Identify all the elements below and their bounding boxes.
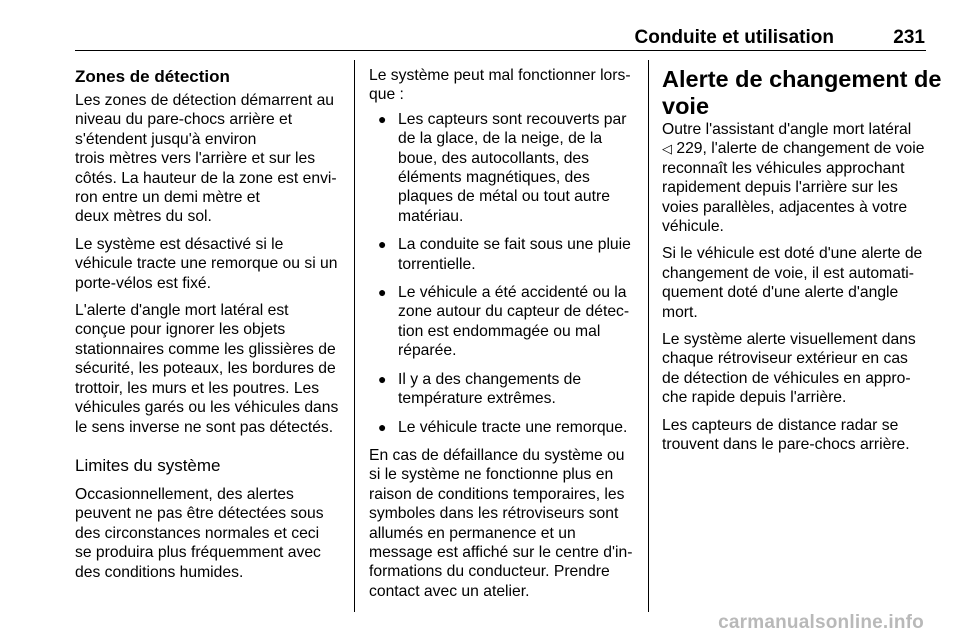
text-line: formations du conducteur. Prendre (369, 563, 610, 581)
text-line: voies parallèles, adjacentes à votre (662, 198, 908, 216)
text-line: plaques de métal ou tout autre (398, 188, 610, 206)
paragraph (369, 66, 641, 105)
column-1 (75, 66, 347, 590)
column-2 (369, 66, 641, 609)
text-line: trouvent dans le pare-chocs arrière. (662, 436, 910, 454)
text-line: que : (369, 86, 404, 104)
text-line: reconnaît les véhicules approchant (662, 159, 905, 177)
page-reference[interactable]: 229, l'alerte de changement de voie (672, 140, 925, 158)
text-line: Le système alerte visuellement dans (662, 331, 916, 349)
bullet-icon: ● (378, 418, 387, 435)
text-line: conçue pour ignorer les objets (75, 321, 286, 339)
list-item (369, 235, 641, 274)
text-line: Le système peut mal fonctionner lors- (369, 67, 631, 84)
text-line: éléments magnétiques, des (398, 169, 590, 187)
text-line: contact avec un atelier. (369, 582, 530, 600)
bullet-icon: ● (378, 284, 387, 301)
text-line: L'alerte d'angle mort latéral est (75, 302, 289, 320)
text-line: che rapide depuis l'arrière. (662, 389, 847, 407)
text-line: si le système ne fonctionne plus en (369, 466, 614, 484)
bullet-icon: ● (378, 110, 387, 127)
column-divider-1 (354, 60, 355, 612)
paragraph (75, 235, 347, 293)
text-line: raison de conditions temporaires, les (369, 485, 625, 503)
text-line: le sens inverse ne sont pas détectés. (75, 418, 334, 436)
text-line: sécurité, les poteaux, les bordures de (75, 360, 336, 378)
paragraph (75, 91, 347, 227)
text-line: changement de voie, il est automati- (662, 264, 915, 282)
text-line: réparée. (398, 342, 457, 360)
running-header-title: Conduite et utilisation (634, 27, 834, 48)
column-3 (662, 66, 942, 463)
text-line: zone autour du capteur de détec- (398, 303, 630, 321)
paragraph (662, 330, 934, 408)
bullet-list (369, 110, 641, 437)
page-number: 231 (893, 27, 925, 48)
text-line: rapidement depuis l'arrière sur les (662, 179, 898, 197)
section-heading-lane-change-alert (662, 66, 942, 120)
text-line: message est affiché sur le centre d'in- (369, 543, 633, 561)
text-line: En cas de défaillance du système ou (369, 446, 625, 464)
text-line: s'étendent jusqu'à environ (75, 130, 257, 148)
section-heading-system-limits: Limites du système (75, 455, 221, 475)
text-line: Les capteurs sont recouverts par (398, 110, 627, 128)
text-line: porte-vélos est fixé. (75, 274, 212, 292)
text-line: mort. (662, 303, 698, 321)
list-item (369, 370, 641, 409)
text-line: de la glace, de la neige, de la (398, 130, 603, 148)
triangle-right-icon[interactable]: ◁ (662, 141, 672, 157)
paragraph (662, 120, 934, 236)
list-item (369, 110, 641, 226)
text-line: Les zones de détection démarrent au (75, 92, 335, 109)
text-line: chaque rétroviseur extérieur en cas (662, 350, 908, 368)
text-line: peuvent ne pas être détectées sous (75, 505, 324, 523)
text-line: Le véhicule tracte une remorque. (398, 418, 628, 436)
header-rule (75, 50, 926, 51)
text-line: véhicules garés ou les véhicules dans (75, 399, 339, 417)
text-line: Occasionnellement, des alertes (75, 485, 294, 503)
text-line: trois mètres vers l'arrière et sur les (75, 150, 316, 168)
text-line: deux mètres du sol. (75, 208, 212, 226)
text-line: de détection de véhicules en appro- (662, 369, 911, 387)
bullet-icon: ● (378, 370, 387, 387)
bullet-icon: ● (378, 236, 387, 253)
text-line: côtés. La hauteur de la zone est envi- (75, 169, 337, 187)
text-line: trottoir, les murs et les poutres. Les (75, 379, 320, 397)
list-item (369, 283, 641, 361)
text-line: ron entre un demi mètre et (75, 189, 260, 207)
text-line: des circonstances normales et ceci (75, 524, 320, 542)
text-line: La conduite se fait sous une pluie (398, 236, 631, 254)
text-line: Outre l'assistant d'angle mort latéral (662, 121, 912, 138)
heading-line: Alerte de changement de (662, 66, 942, 92)
text-line: se produira plus fréquemment avec (75, 544, 321, 562)
text-line: boue, des autocollants, des (398, 149, 589, 167)
section-heading-detection-zones: Zones de détection (75, 67, 230, 86)
text-line: température extrêmes. (398, 390, 556, 408)
text-line: matériau. (398, 207, 464, 225)
text-line: symboles dans les rétroviseurs sont (369, 505, 619, 523)
text-line: allumés en permanence et un (369, 524, 576, 542)
paragraph (369, 446, 641, 601)
text-line: Le véhicule a été accidenté ou la (398, 284, 627, 302)
heading-line: voie (662, 93, 710, 119)
text-line: niveau du pare-chocs arrière et (75, 111, 293, 129)
text-line: véhicule tracte une remorque ou si un (75, 255, 338, 273)
column-divider-2 (648, 60, 649, 612)
list-item (369, 418, 641, 437)
text-line: Il y a des changements de (398, 370, 582, 388)
text-line: stationnaires comme les glissières de (75, 340, 336, 358)
text-line: Le système est désactivé si le (75, 235, 284, 253)
text-line: quement doté d'une alerte d'angle (662, 284, 899, 302)
paragraph (75, 485, 347, 582)
text-line: Si le véhicule est doté d'une alerte de (662, 245, 923, 263)
paragraph (662, 416, 934, 455)
text-line (662, 139, 934, 158)
paragraph (662, 244, 934, 322)
text-line: véhicule. (662, 218, 724, 236)
watermark[interactable]: carmanualsonline.info (718, 612, 924, 633)
text-line: torrentielle. (398, 255, 476, 273)
text-line: des conditions humides. (75, 563, 244, 581)
text-line: tion est endommagée ou mal (398, 322, 601, 340)
paragraph (75, 301, 347, 437)
text-line: Les capteurs de distance radar se (662, 416, 899, 434)
